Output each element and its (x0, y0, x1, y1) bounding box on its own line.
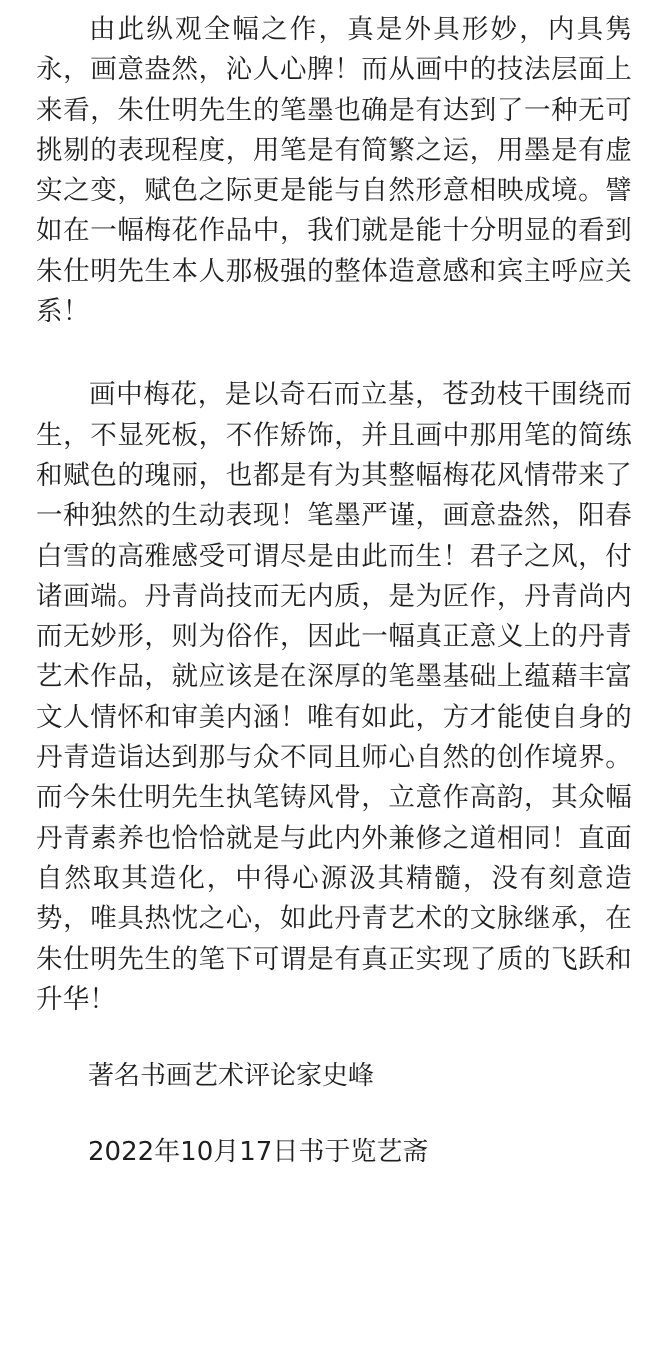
article-paragraph-1: 由此纵观全幅之作，真是外具形妙，内具隽永，画意盎然，沁人心脾！而从画中的技法层面上来看，朱仕明先生的笔墨也确是有达到了一种无可挑剔的表现程度，用笔是有简繁之运，用墨是有虚实之变，赋色之际更是能与自然形意相映成境。譬如在一幅梅花作品中，我们就是能十分明显的看到朱仕明先生本人那极强的整体造意感和宾主呼应关系！ (36, 14, 632, 328)
signature-date: 2022年10月17日书于览艺斋 (88, 1137, 429, 1168)
signature-author: 著名书画艺术评论家史峰 (88, 1061, 375, 1092)
article-paragraph-2: 画中梅花，是以奇石而立基，苍劲枝干围绕而生，不显死板，不作矫饰，并且画中那用笔的简练和赋色的瑰丽，也都是有为其整幅梅花风情带来了一种独然的生动表现！笔墨严谨，画意盎然，阳春白雪的高雅感受可谓尽是由此而生！君子之风，付诸画端。丹青尚技而无内质，是为匠作，丹青尚内而无妙形，则为俗作，因此一幅真正意义上的丹青艺术作品，就应该是在深厚的笔墨基础上蕴藉丰富文人情怀和审美内涵！唯有如此，方才能使自身的丹青造诣达到那与众不同且师心自然的创作境界。而今朱仕明先生执笔铸风骨，立意作高韵，其众幅丹青素养也恰恰就是与此内外兼修之道相同！直面自然取其造化，中得心源汲其精髓，没有刻意造势，唯具热忱之心，如此丹青艺术的文脉继承，在朱仕明先生的笔下可谓是有真正实现了质的飞跃和升华！ (36, 379, 632, 1015)
